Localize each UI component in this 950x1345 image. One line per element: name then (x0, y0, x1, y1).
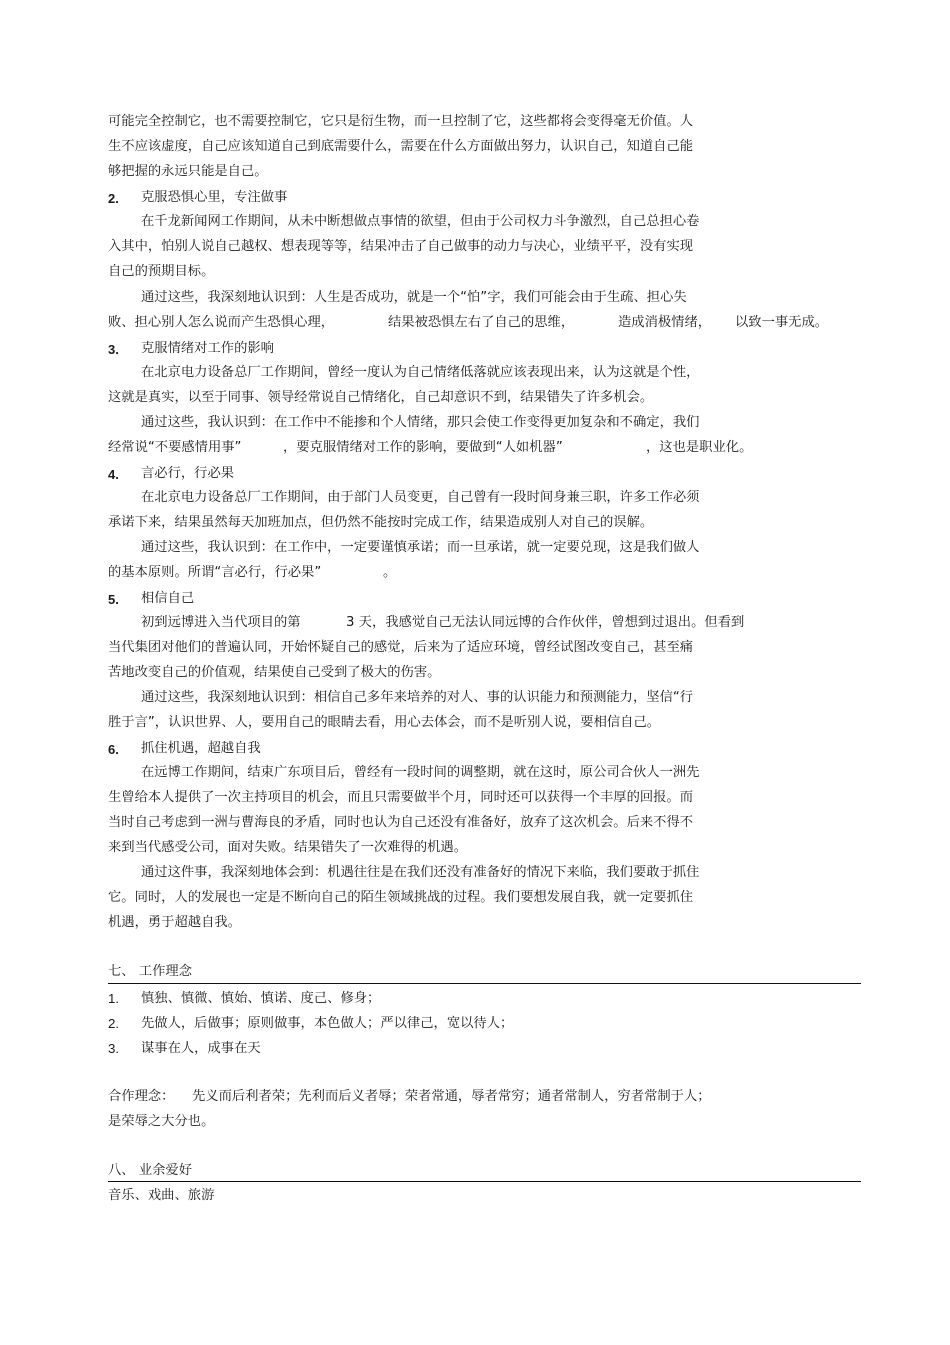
item-heading: 克服恐惧心里，专注做事 (141, 190, 288, 205)
body-text-line: 通过这些，我深刻地认识到：人生是否成功，就是一个“怕”字，我们可能会由于生疏、担心失 (141, 290, 687, 305)
body-text-line: 经常说“不要感情用事” (108, 440, 242, 455)
section-heading: 八、 业余爱好 (108, 1163, 193, 1178)
body-text-line: 通过这些，我深刻地认识到：相信自己多年来培养的对人、事的认识能力和预测能力，坚信“行 (141, 690, 694, 705)
body-text-line: 来到当代感受公司，面对失败。结果错失了一次难得的机遇。 (108, 840, 468, 855)
body-text-line: 入其中，怕别人说自己越权、想表现等等，结果冲击了自己做事的动力与决心，业绩平平，没有实现 (108, 239, 694, 254)
body-text-line: 3 天，我感觉自己无法认同远博的合作伙伴，曾想到过退出。但看到 (346, 615, 745, 630)
body-text-line: 可能完全控制它，也不需要控制它，它只是衍生物，而一旦控制了它，这些都将会变得毫无价值。人 (108, 114, 694, 129)
body-text-line: 机遇，勇于超越自我。 (108, 915, 241, 930)
body-text-line: 当时自己考虑到一洲与曹海良的矛盾，同时也认为自己还没有准备好，放弃了这次机会。后来不得不 (108, 815, 694, 830)
body-text-line: 通过这些，我认识到：在工作中，一定要谨慎承诺；而一旦承诺，就一定要兑现，这是我们做人 (141, 540, 700, 555)
body-text-line: 通过这件事，我深刻地体会到：机遇往往是在我们还没有准备好的情况下来临，我们要敢于抓住 (141, 865, 700, 880)
body-text-line: 生曾给本人提供了一次主持项目的机会，而且只需要做半个月，同时还可以获得一个丰厚的回报。而 (108, 790, 694, 805)
item-heading: 言必行，行必果 (141, 466, 235, 481)
item-number: 5. (108, 592, 119, 607)
item-heading: 克服情绪对工作的影响 (141, 341, 274, 356)
section-heading: 七、 工作理念 (108, 964, 193, 979)
body-text-line: 先义而后利者荣；先利而后义者辱；荣者常通，辱者常穷；通者常制人，穷者常制于人； (192, 1089, 711, 1104)
body-text-line: 的基本原则。所谓“言必行，行必果” (108, 565, 322, 580)
list-item: 谋事在人，成事在天 (141, 1041, 261, 1056)
body-text-line: 造成消极情绪， (618, 315, 712, 330)
body-text-line: 自己的预期目标。 (108, 264, 215, 279)
section-rule (108, 983, 861, 984)
body-text-line: 在千龙新闻网工作期间，从未中断想做点事情的欲望，但由于公司权力斗争激烈，自己总担心卷 (141, 214, 700, 229)
body-text-line: ，要克服情绪对工作的影响，要做到“人如机器” (283, 440, 563, 455)
body-text-line: 在远博工作期间，结束广东项目后，曾经有一段时间的调整期，就在这时，原公司合伙人一洲先 (141, 765, 700, 780)
body-text-line: 在北京电力设备总厂工作期间，由于部门人员变更，自己曾有一段时间身兼三职，许多工作必须 (141, 490, 700, 505)
item-number: 6. (108, 742, 119, 757)
item-heading: 相信自己 (141, 591, 195, 606)
body-text-line: 音乐、戏曲、旅游 (108, 1188, 215, 1203)
body-text-line: 以致一事无成。 (735, 315, 829, 330)
body-text-line: 败、担心别人怎么说而产生恐惧心理， (108, 315, 335, 330)
cooperation-label: 合作理念： (108, 1089, 175, 1104)
list-item: 慎独、慎微、慎始、慎诺、度己、修身； (141, 991, 381, 1006)
body-text-line: ，这也是职业化。 (646, 440, 753, 455)
body-text-line: 生不应该虚度，自己应该知道自己到底需要什么，需要在什么方面做出努力，认识自己，知道自己能 (108, 139, 694, 154)
body-text-line: 够把握的永远只能是自己。 (108, 164, 268, 179)
list-number: 2. (108, 1016, 120, 1031)
body-text-line: 。 (383, 565, 397, 580)
body-text-line: 通过这些，我认识到：在工作中不能掺和个人情绪，那只会使工作变得更加复杂和不确定，我们 (141, 415, 700, 430)
list-number: 3. (108, 1041, 120, 1056)
body-text-line: 苦地改变自己的价值观，结果使自己受到了极大的伤害。 (108, 665, 441, 680)
item-number: 3. (108, 342, 119, 357)
body-text-line: 这就是真实，以至于同事、领导经常说自己情绪化，自己却意识不到，结果错失了许多机会。 (108, 390, 654, 405)
list-number: 1. (108, 991, 120, 1006)
list-item: 先做人，后做事；原则做事，本色做人；严以律己，宽以待人； (141, 1016, 514, 1031)
body-text-line: 胜于言”，认识世界、人，要用自己的眼睛去看，用心去体会，而不是听别人说，要相信自己。 (108, 715, 661, 730)
body-text-line: 在北京电力设备总厂工作期间，曾经一度认为自己情绪低落就应该表现出来，认为这就是个性， (141, 365, 700, 380)
item-number: 4. (108, 467, 119, 482)
body-text-line: 承诺下来，结果虽然每天加班加点，但仍然不能按时完成工作，结果造成别人对自己的误解。 (108, 515, 654, 530)
item-number: 2. (108, 191, 119, 206)
body-text-line: 初到远博进入当代项目的第 (141, 615, 301, 630)
body-text-line: 当代集团对他们的普遍认同，开始怀疑自己的感觉，后来为了适应环境，曾经试图改变自己，甚至痛 (108, 640, 694, 655)
body-text-line: 它。同时，人的发展也一定是不断向自己的陌生领域挑战的过程。我们要想发展自我，就一定要抓住 (108, 890, 694, 905)
section-rule (108, 1181, 861, 1182)
body-text-line: 是荣辱之大分也。 (108, 1114, 215, 1129)
body-text-line: 结果被恐惧左右了自己的思维， (388, 315, 575, 330)
item-heading: 抓住机遇，超越自我 (141, 741, 261, 756)
